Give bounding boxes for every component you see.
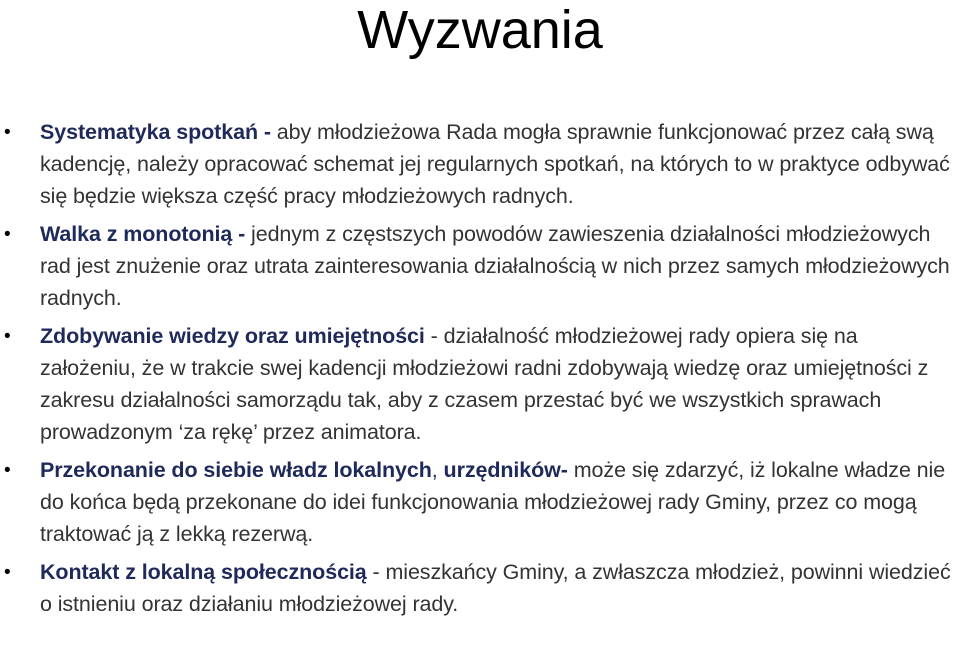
bullet-item-wiedza (0, 320, 960, 448)
bullet-icon: • (4, 326, 11, 347)
bullet-list (0, 116, 960, 620)
bullet-icon: • (4, 224, 11, 245)
bullet-icon: • (4, 562, 11, 583)
bullet-lead: Systematyka spotkań - (40, 120, 271, 144)
bullet-lead: Zdobywanie wiedzy oraz umiejętności (40, 324, 425, 348)
bullet-lead-secondary: urzędników- (443, 458, 568, 482)
bullet-lead: Kontakt z lokalną społecznością (40, 560, 367, 584)
bullet-lead: Przekonanie do siebie władz lokalnych (40, 458, 432, 482)
bullet-icon: • (4, 460, 11, 481)
bullet-item-monotonia (0, 218, 960, 314)
bullet-text: - działalność młodzieżowej rady opiera się na założeniu, że w trakcie swej kadencji młodzieżowi radni zdobywają wiedzę oraz umiejętności z zakresu działalności samorządu tak, aby z czasem przestać być we wszystkich sprawach prowadzonym ‘za rękę’ przez animatora. (40, 324, 929, 444)
bullet-item-wladze (0, 454, 960, 550)
bullet-text: aby młodzieżowa Rada mogła sprawnie funkcjonować przez całą swą kadencję, należy opracować schemat jej regularnych spotkań, na których to w praktyce odbywać się będzie większa część pracy młodzieżowych radnych. (40, 120, 950, 208)
bullet-text: jednym z częstszych powodów zawieszenia działalności młodzieżowych rad jest znużenie oraz utrata zainteresowania działalnością w nich przez samych młodzieżowych radnych. (40, 222, 950, 310)
slide-title: Wyzwania (357, 0, 603, 60)
bullet-text: może się zdarzyć, iż lokalne władze nie do końca będą przekonane do idei funkcjonowania młodzieżowej rady Gminy, przez co mogą traktować ją z lekką rezerwą. (40, 458, 946, 546)
bullet-item-systematyka (0, 116, 960, 212)
bullet-lead: Walka z monotonią - (40, 222, 246, 246)
bullet-text: - mieszkańcy Gminy, a zwłaszcza młodzież, powinni wiedzieć o istnieniu oraz działaniu młodzieżowej rady. (40, 560, 951, 616)
bullet-icon: • (4, 122, 11, 143)
bullet-lead-separator: , (431, 458, 444, 482)
bullet-item-kontakt (0, 556, 960, 620)
